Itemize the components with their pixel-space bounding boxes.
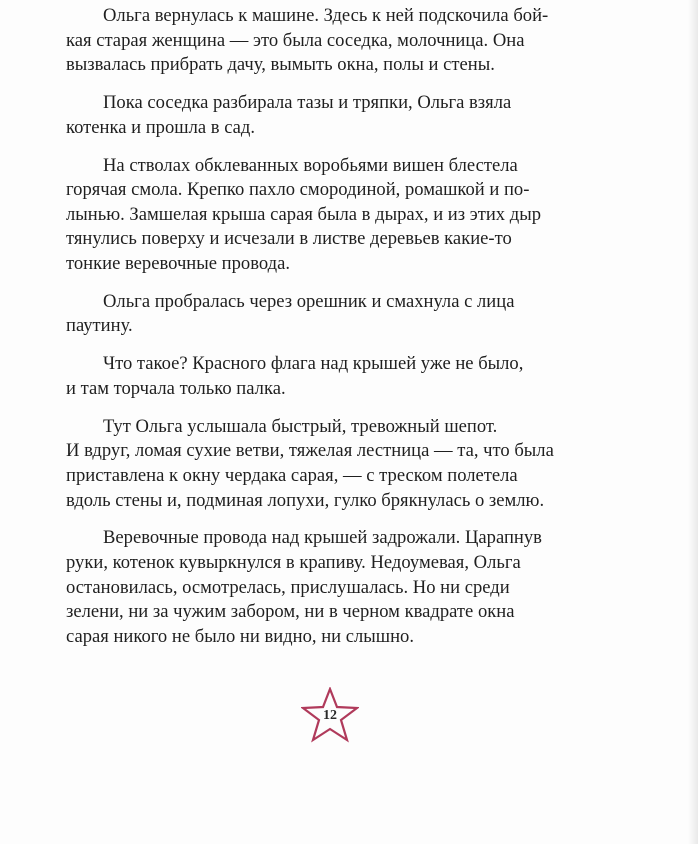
- paragraph-3: На стволах обклеванных воробьями вишен блестела горячая смола. Крепко пахло смородиной, ромашкой и по- лынью. Замшелая крыша сарая была в дырах, и из этих дыр тянулись поверху и исчезали в листве деревьев какие-то тонкие веревочные провода.: [66, 154, 542, 274]
- paragraph-6: Тут Ольга услышала быстрый, тревожный шепот. И вдруг, ломая сухие ветви, тяжелая лестница — та, что была приставлена к окну чердака сарая, — с треском полетела вдоль стены и, подминая лопухи, гулко брякнулась о землю.: [66, 415, 554, 511]
- paragraph-7: Веревочные провода над крышей задрожали. Царапнув руки, котенок кувыркнулся в крапиву. Недоумевая, Ольга остановилась, осмотрелась, прислушалась. Но ни среди зелени, ни за чужим забором, ни в черном квадрате окна сарая никого не было ни видно, ни слышно.: [66, 527, 542, 647]
- page-number-badge: [301, 687, 359, 743]
- paragraph-1: Ольга вернулась к машине. Здесь к ней подскочила бой- кая старая женщина — это была соседка, молочница. Она вызвалась прибрать дачу, вымыть окна, полы и стены.: [66, 5, 549, 76]
- page-edge-shadow: [688, 0, 698, 844]
- body-text: [66, 4, 598, 663]
- page-number: 12: [323, 708, 337, 723]
- paragraph-5: Что такое? Красного флага над крышей уже не было, и там торчала только палка.: [66, 353, 524, 399]
- paragraph-4: Ольга пробралась через орешник и смахнула с лица паутину.: [66, 290, 515, 337]
- paragraph-2: Пока соседка разбирала тазы и тряпки, Ольга взяла котенка и прошла в сад.: [66, 92, 512, 138]
